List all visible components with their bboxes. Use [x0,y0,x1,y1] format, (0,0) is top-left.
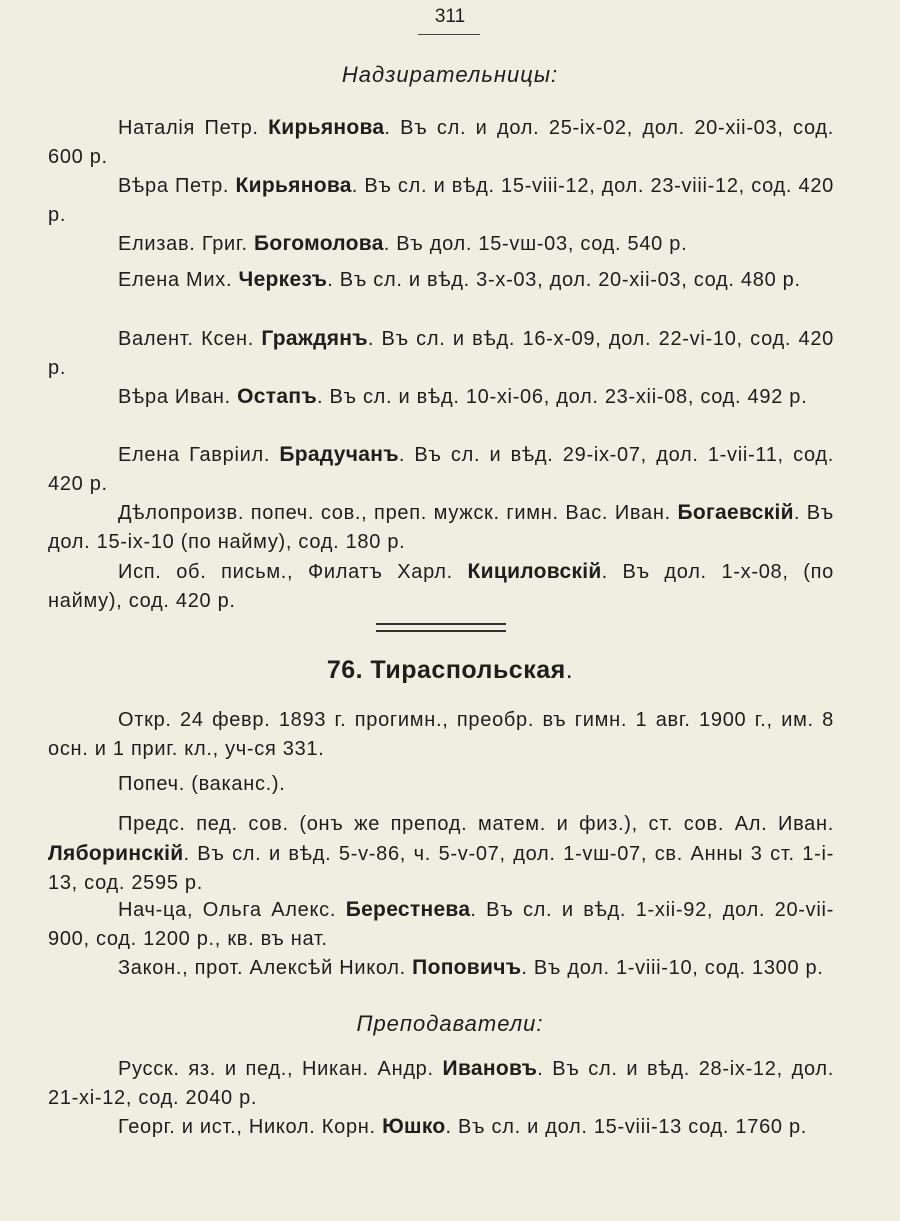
staff-surname: Кирьянова [235,174,352,197]
entry-details: Вѣра Петр. [118,175,230,197]
staff-surname: Кициловскій [467,560,602,583]
staff-surname: Богомолова [254,232,384,255]
entry-details: Наталія Петр. [118,117,259,139]
entry-details: . Въ сл. и дол. 25-ix-02, дол. 20-xii-03, сод. 600 р. [48,117,834,168]
entry-details: Предс. пед. сов. (онъ же препод. матем. и физ.), ст. сов. Ал. Иван. [118,813,834,835]
entry-details: . Въ сл. и дол. 15-viii-13 сод. 1760 р. [445,1116,808,1138]
entry-details: . Въ сл. и вѣд. 5-v-86, ч. 5-v-07, дол. 1-vш-07, св. Анны 3 ст. 1-i-13, сод. 2595 р. [48,843,834,894]
chapter-title [0,656,900,685]
staff-entry [48,440,834,499]
entry-details: Исп. об. письм., Филатъ Харл. [118,561,453,583]
entry-details: Вѣра Иван. [118,386,231,408]
entry-details: . Въ сл. и вѣд. 16-x-09, дол. 22-vi-10, сод. 420 р. [48,328,834,379]
chapter-number: 76. [326,656,364,684]
entry-details: . Въ дол. 1-viii-10, сод. 1300 р. [521,957,824,979]
staff-surname: Юшко [382,1115,446,1138]
staff-surname: Граждянъ [261,327,368,350]
staff-entry [48,1112,834,1142]
entry-details: Елена Мих. [118,269,233,291]
staff-surname: Брадучанъ [279,443,399,466]
staff-entry [48,113,834,172]
staff-surname: Богаевскій [677,501,794,524]
staff-entry [48,265,834,295]
staff-entry [48,1054,834,1113]
entry-details: Валент. Ксен. [118,328,254,350]
staff-entry [48,498,834,557]
section-heading-prepodavateli: Преподаватели: [356,1011,544,1036]
staff-surname: Поповичъ [412,956,522,979]
staff-surname: Кирьянова [268,116,385,139]
staff-entry [48,382,834,412]
entry-details: Елизав. Григ. [118,233,248,255]
entry-details: Дѣлопроизв. попеч. сов., преп. мужск. гимн. Вас. Иван. [118,502,671,524]
chapter-name: Тираспольская [370,656,566,684]
entry-details: . Въ дол. 15-ix-10 (по найму), сод. 180 р. [48,502,834,553]
staff-surname: Остапъ [237,385,317,408]
staff-entry [48,229,834,259]
entry-details: . Въ сл. и вѣд. 29-ix-07, дол. 1-vii-11, сод. 420 р. [48,444,835,495]
page-number-rule [418,34,480,35]
entry-details: Русск. яз. и пед., Никан. Андр. [118,1058,434,1080]
page-number: 311 [434,6,466,27]
entry-details: Георг. и ист., Никол. Корн. [118,1116,376,1138]
entry-details: . Въ дол. 1-x-08, (по найму), сод. 420 р. [48,561,835,612]
entry-details: . Въ сл. и вѣд. 1-xii-92, дол. 20-vii-900, сод. 1200 р., кв. въ нат. [48,899,834,950]
entry-details: Закон., прот. Алексѣй Никол. [118,957,406,979]
staff-surname: Берестнева [345,898,471,921]
entry-details: Елена Гавріил. [118,444,271,466]
entry-details: Нач-ца, Ольга Алекс. [118,899,337,921]
section-heading-nadziratelnitsy: Надзирательницы: [341,62,559,87]
chapter-title-period: . [565,656,574,684]
staff-surname: Ляборинскій [48,842,184,865]
staff-entry [48,895,834,954]
entry-details: . Въ сл. и вѣд. 10-xi-06, дол. 23-xii-08, сод. 492 р. [316,386,808,408]
staff-surname: Ивановъ [442,1057,538,1080]
section-divider [376,623,506,632]
entry-details: . Въ сл. и вѣд. 3-x-03, дол. 20-xii-03, сод. 480 р. [327,269,801,291]
opening-info: Откр. 24 февр. 1893 г. прогимн., преобр. въ гимн. 1 авг. 1900 г., им. 8 осн. и 1 приг. кл., уч-ся 331. [48,709,834,760]
entry-details: . Въ сл. и вѣд. 28-ix-12, дол. 21-xi-12, сод. 2040 р. [48,1058,834,1109]
entry-details: . Въ сл. и вѣд. 15-viii-12, дол. 23-viii-12, сод. 420 р. [48,175,834,226]
entry-details: . Въ дол. 15-vш-03, сод. 540 р. [383,233,688,255]
staff-entry [48,810,834,898]
staff-entry [48,953,834,983]
staff-entry [48,171,834,230]
staff-entry [48,324,834,383]
staff-surname: Черкезъ [238,268,328,291]
trustee-info: Попеч. (ваканс.). [118,773,286,795]
staff-entry [48,557,834,616]
